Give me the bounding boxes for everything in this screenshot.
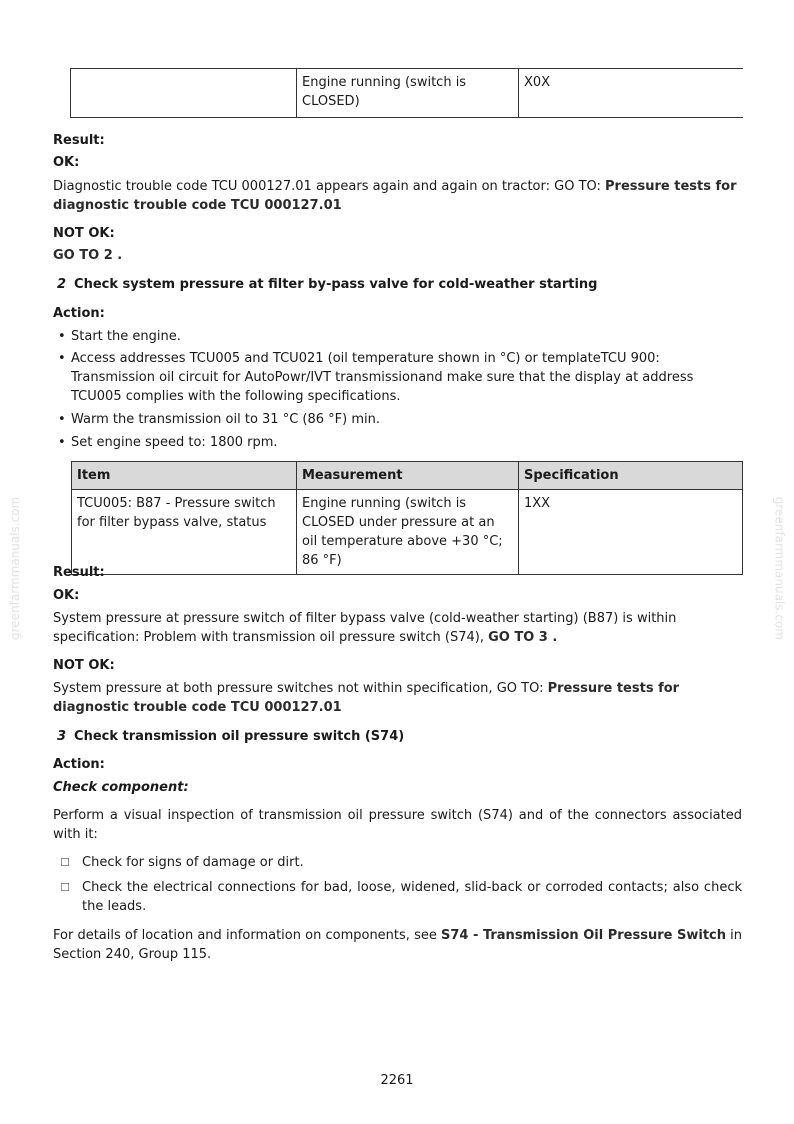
table-cell-specification: X0X: [519, 69, 743, 118]
checkbox-icon: ☐: [60, 856, 70, 869]
list-item: • Access addresses TCU005 and TCU021 (oil temperature shown in °C) or templateTCU 900: Transmission oil circuit for AutoPowr/IVT transmissionand make sure that the display at address TCU005 complies with the following specifications.: [58, 351, 694, 404]
ok-text: [53, 609, 742, 647]
goto-2-link[interactable]: GO TO 2 .: [53, 248, 123, 263]
action-label: Action:: [53, 306, 105, 321]
table-row: [72, 490, 743, 575]
top-table: [70, 68, 743, 118]
watermark-right: greenfarmmanuals.com: [772, 496, 786, 640]
spec-table: [71, 461, 743, 575]
pressure-tests-link[interactable]: Pressure tests for diagnostic trouble code TCU 000127.01: [53, 681, 680, 715]
result-label: Result:: [53, 565, 105, 580]
notok-label: NOT OK:: [53, 658, 115, 673]
pressure-tests-link[interactable]: Pressure tests for diagnostic trouble code TCU 000127.01: [53, 179, 737, 213]
notok-text: [53, 679, 742, 717]
column-header-specification: Specification: [519, 462, 743, 490]
list-item: • Set engine speed to: 1800 rpm.: [58, 435, 278, 450]
checkbox-icon: ☐: [60, 881, 70, 894]
ok-text-body: Diagnostic trouble code TCU 000127.01 appears again and again on tractor: GO TO:: [53, 179, 606, 194]
intro-text: Perform a visual inspection of transmission oil pressure switch (S74) and of the connectors associated with it:: [53, 808, 742, 842]
action-label: Action:: [53, 757, 105, 772]
table-cell-specification: 1XX: [519, 490, 743, 575]
table-cell-item: TCU005: B87 - Pressure switch for filter bypass valve, status: [72, 490, 297, 575]
ok-text-body: System pressure at pressure switch of filter bypass valve (cold-weather starting) (B87) is within specification: Problem with transmission oil pressure switch (S74),: [53, 611, 677, 645]
list-item: • Start the engine.: [58, 329, 181, 344]
column-header-measurement: Measurement: [297, 462, 519, 490]
check-component-label: Check component:: [53, 780, 189, 795]
page-number: 2261: [380, 1073, 414, 1088]
step-title: Check transmission oil pressure switch (S74): [74, 729, 405, 744]
table-cell-measurement: Engine running (switch is CLOSED under pressure at an oil temperature above +30 °C; 86 °F): [297, 490, 519, 575]
notok-text-body: System pressure at both pressure switches not within specification, GO TO:: [53, 681, 548, 696]
result-label: Result:: [53, 133, 105, 148]
step-2-heading: [57, 275, 746, 294]
table-cell-item: [71, 69, 297, 118]
step-title: Check system pressure at filter by-pass valve for cold-weather starting: [74, 277, 598, 292]
step-number: 3: [57, 729, 67, 744]
ok-text: [53, 177, 742, 215]
table-cell-measurement: Engine running (switch is CLOSED): [297, 69, 519, 118]
list-item: • Warm the transmission oil to 31 °C (86 °F) min.: [58, 412, 380, 427]
table-row: [71, 69, 743, 118]
checklist-item: ☐ Check for signs of damage or dirt.: [60, 855, 304, 870]
watermark-left: greenfarmmanuals.com: [8, 496, 22, 640]
notok-label: NOT OK:: [53, 226, 115, 241]
column-header-item: Item: [72, 462, 297, 490]
table-header-row: [72, 462, 743, 490]
s74-switch-link[interactable]: S74 - Transmission Oil Pressure Switch: [441, 928, 726, 943]
ok-label: OK:: [53, 155, 80, 170]
goto-3-link[interactable]: GO TO 3 .: [488, 630, 558, 645]
details-text: For details of location and information on components, see S74 - Transmission Oil Pressure Switch in Section 240, Group 115.: [53, 928, 743, 962]
step-number: 2: [57, 277, 67, 292]
checklist-item: ☐ Check the electrical connections for bad, loose, widened, slid-back or corroded contacts; also check the leads.: [60, 880, 742, 914]
step-3-heading: [57, 727, 746, 746]
ok-label: OK:: [53, 588, 80, 603]
